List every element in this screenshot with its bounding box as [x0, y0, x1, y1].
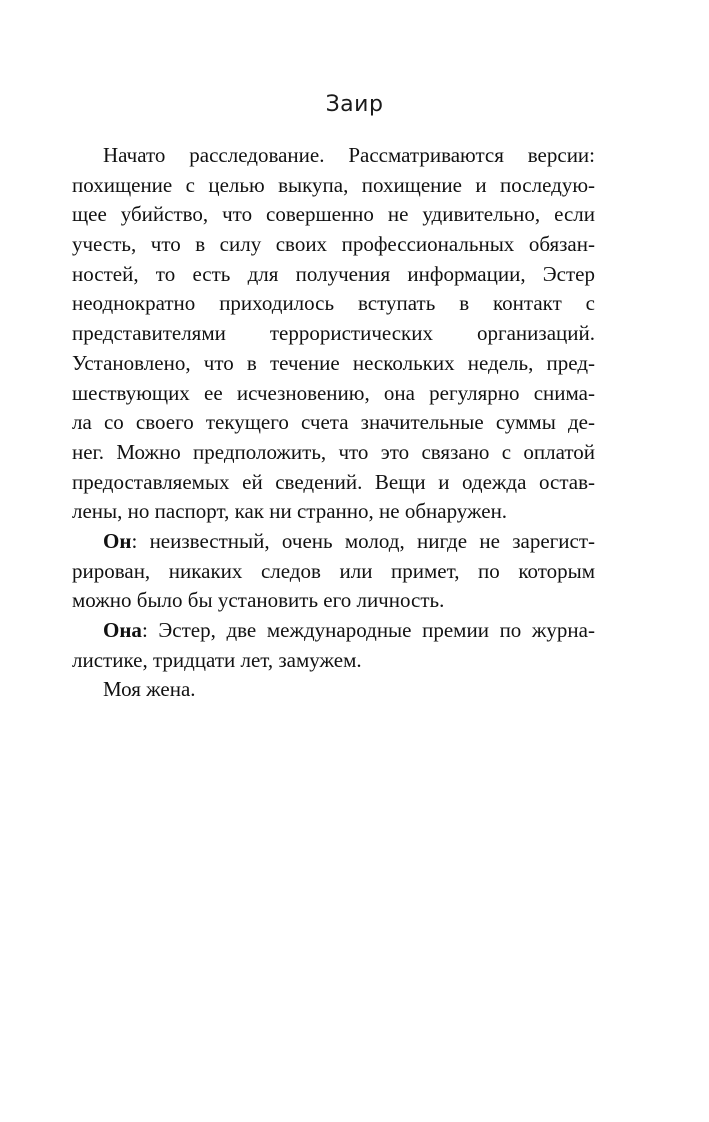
- running-title: Заир: [325, 92, 384, 117]
- p3-line-2: листике, тридцати лет, замужем.: [72, 647, 362, 672]
- p1-line-11: нег. Можно предположить, что это связано с оплатой: [72, 439, 595, 464]
- p2-first-rest: : неизвестный, очень молод, нигде не зарегист-: [131, 528, 595, 553]
- p1-line-10: ла со своего текущего счета значительные суммы де-: [72, 410, 595, 435]
- p1-line-6: неоднократно приходилось вступать в контакт с: [72, 291, 595, 316]
- p1-line-2: похищение с целью выкупа, похищение и последую-: [72, 172, 595, 197]
- p1-line-3: щее убийство, что совершенно не удивительно, если: [72, 202, 595, 227]
- p1-line-9: шествующих ее исчезновению, она регулярно снима-: [72, 380, 595, 405]
- p3-label: Она: [103, 618, 142, 642]
- p4-line-1: Моя жена.: [103, 677, 196, 702]
- p2-line-3: можно было бы установить его личность.: [72, 588, 445, 613]
- p1-line-4: учесть, что в силу своих профессиональных обязан-: [72, 232, 595, 257]
- body-text: [72, 141, 595, 705]
- p1-line-7: представителями террористических организаций.: [72, 321, 595, 346]
- p1-line-1: Начато расследование. Рассматриваются версии:: [103, 143, 595, 167]
- p3-line-1: [103, 616, 595, 646]
- p3-first-rest: : Эстер, две международные премии по журна-: [141, 618, 595, 642]
- p1-line-13: лены, но паспорт, как ни странно, не обнаружен.: [72, 499, 508, 524]
- p1-line-8: Установлено, что в течение нескольких недель, пред-: [72, 350, 595, 375]
- p1-line-5: ностей, то есть для получения информации, Эстер: [72, 261, 595, 286]
- p2-line-2: рирован, никаких следов или примет, по которым: [72, 558, 595, 583]
- p1-line-12: предоставляемых ей сведений. Вещи и одежда остав-: [72, 469, 595, 494]
- p2-line-1: [103, 527, 595, 557]
- p2-label: Он: [103, 528, 132, 553]
